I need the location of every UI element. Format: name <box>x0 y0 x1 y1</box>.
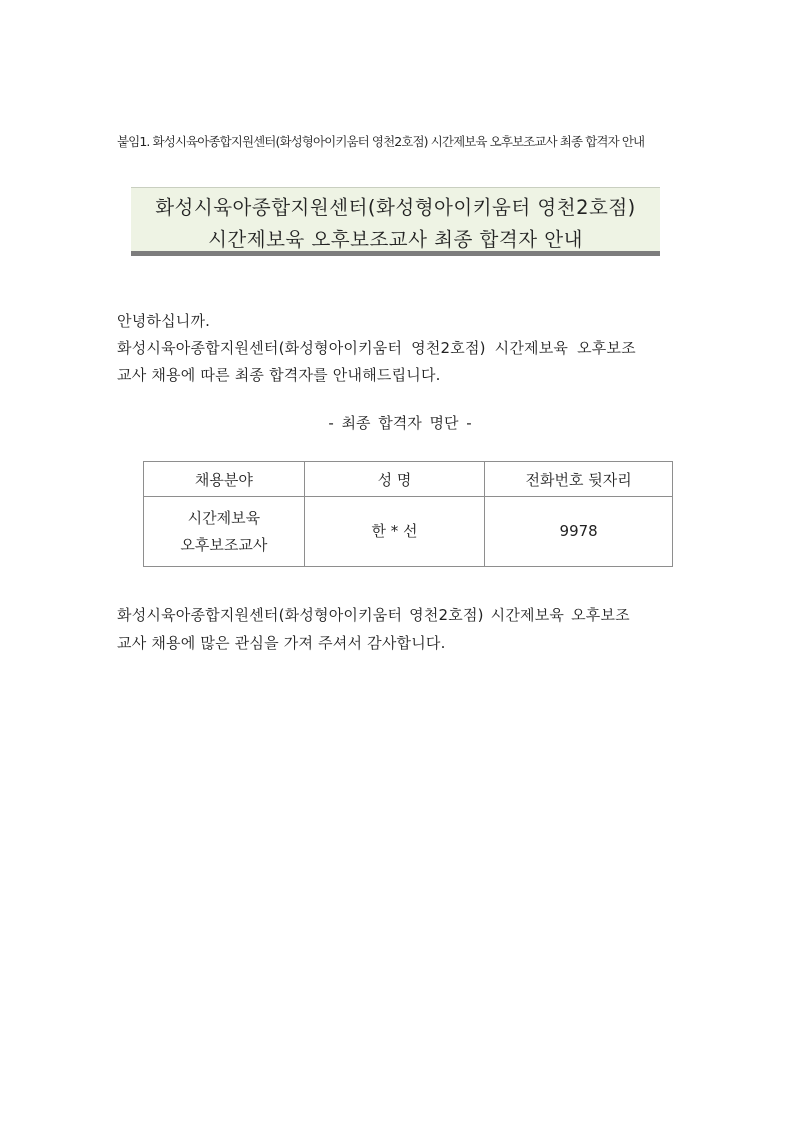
header-phone: 전화번호 뒷자리 <box>485 462 673 497</box>
cell-phone: 9978 <box>485 497 673 567</box>
intro-line-2: 교사 채용에 따른 최종 합격자를 안내해드립니다. <box>117 366 441 384</box>
cell-field <box>144 497 305 567</box>
intro-line-1: 화성시육아종합지원센터(화성형아이키움터 영천2호점) 시간제보육 오후보조 <box>117 339 636 357</box>
attachment-line: 붙임1. 화성시육아종합지원센터(화성형아이키움터 영천2호점) 시간제보육 오후보조교사 최종 합격자 안내 <box>117 134 645 149</box>
closing-line-2: 교사 채용에 많은 관심을 가져 주셔서 감사합니다. <box>117 634 446 652</box>
header-field: 채용분야 <box>144 462 305 497</box>
title-line-2: 시간제보육 오후보조교사 최종 합격자 안내 <box>208 228 583 251</box>
title-box <box>131 187 660 256</box>
result-table <box>143 461 673 567</box>
header-name: 성 명 <box>304 462 485 497</box>
closing-line-1: 화성시육아종합지원센터(화성형아이키움터 영천2호점) 시간제보육 오후보조 <box>117 606 630 624</box>
cell-field-line-2: 오후보조교사 <box>180 535 268 554</box>
greeting: 안녕하십니까. <box>117 312 211 330</box>
list-title: - 최종 합격자 명단 - <box>328 414 472 432</box>
title-line-1: 화성시육아종합지원센터(화성형아이키움터 영천2호점) <box>155 196 636 219</box>
table-header-row <box>144 462 673 497</box>
table-row <box>144 497 673 567</box>
cell-name: 한 * 선 <box>304 497 485 567</box>
cell-field-line-1: 시간제보육 <box>187 508 261 527</box>
